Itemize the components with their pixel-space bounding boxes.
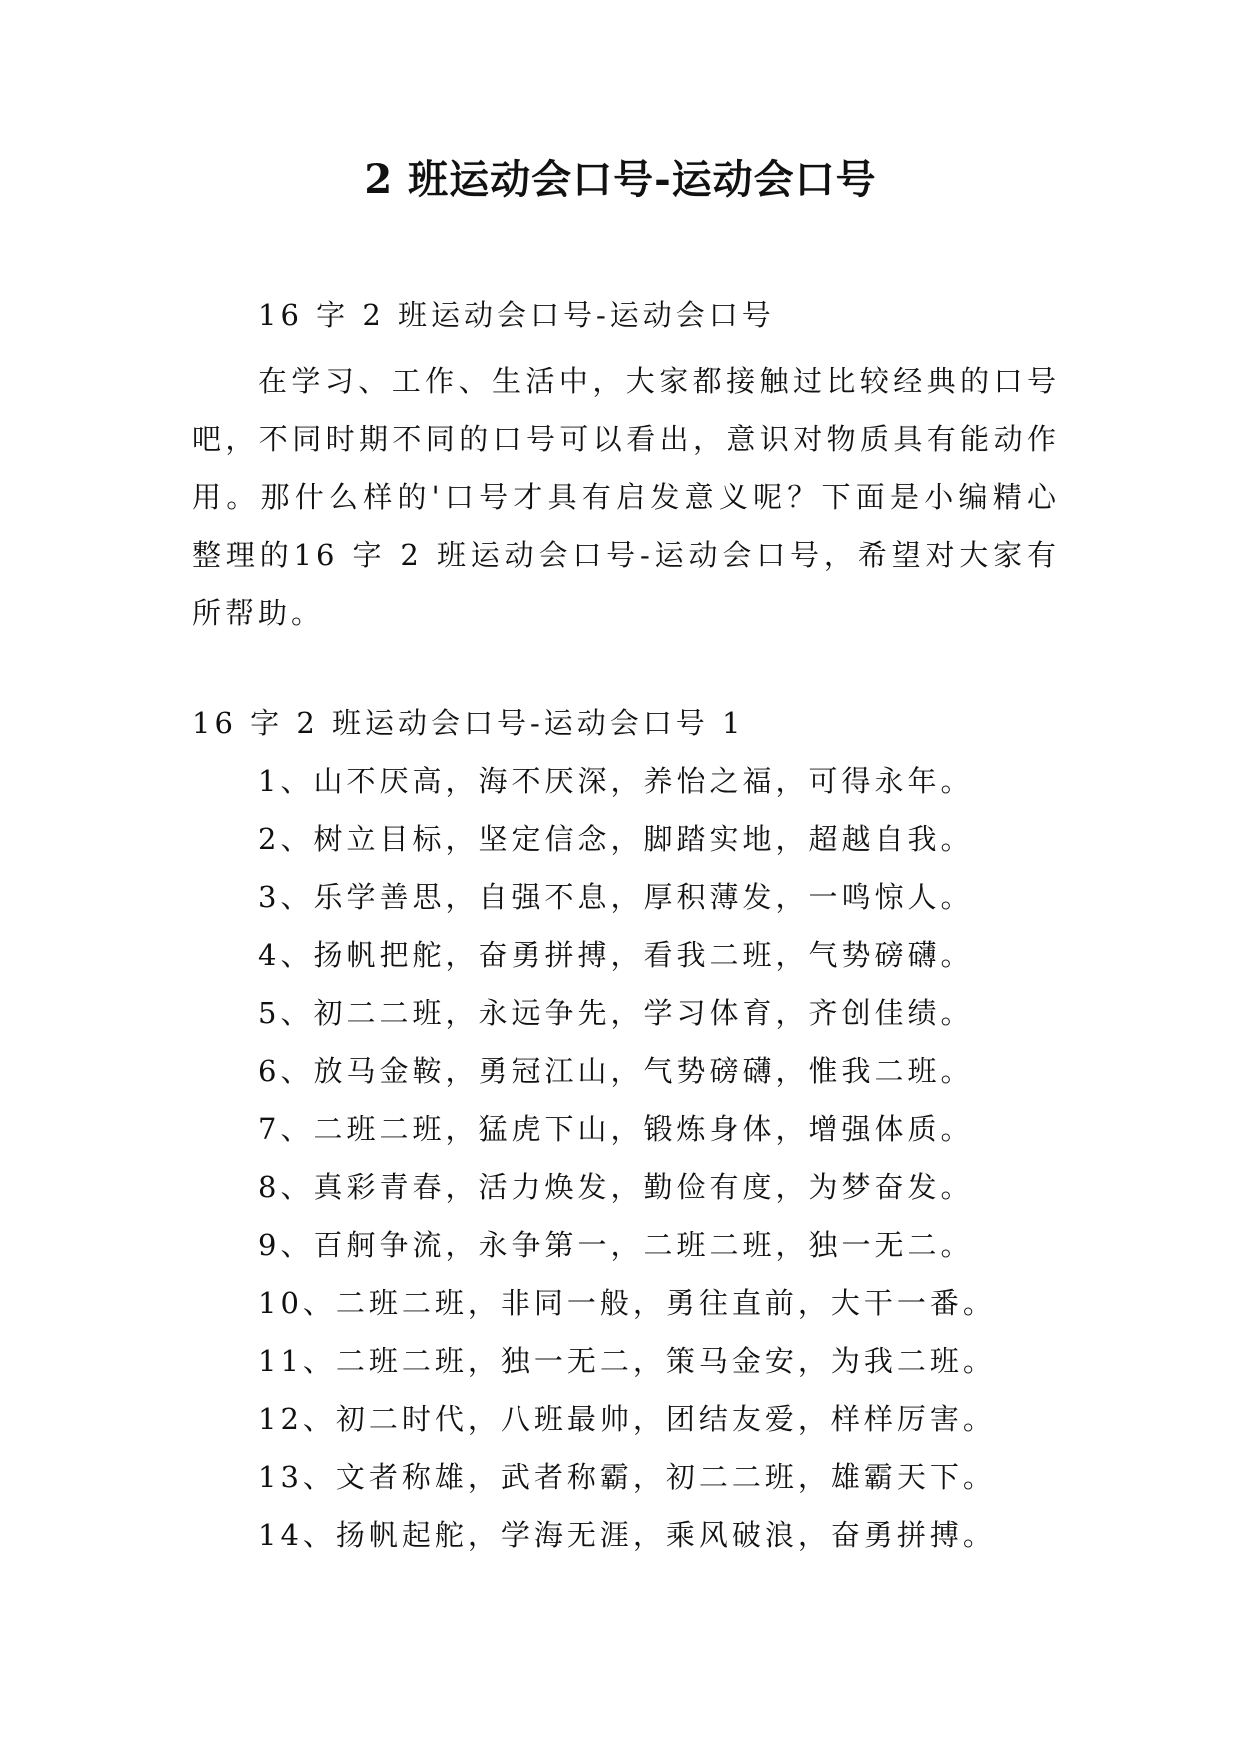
- list-item: 9、百舸争流，永争第一，二班二班，独一无二。: [258, 1228, 974, 1262]
- list-item: 12、初二时代，八班最帅，团结友爱，样样厉害。: [258, 1402, 996, 1436]
- list-item: 14、扬帆起舵，学海无涯，乘风破浪，奋勇拼搏。: [258, 1518, 996, 1552]
- list-item: 8、真彩青春，活力焕发，勤俭有度，为梦奋发。: [258, 1170, 974, 1204]
- list-item: 1、山不厌高，海不厌深，养怡之福，可得永年。: [258, 764, 974, 798]
- list-item: 2、树立目标，坚定信念，脚踏实地，超越自我。: [258, 822, 974, 856]
- page-title: 2 班运动会口号-运动会口号: [364, 156, 877, 203]
- list-item: 3、乐学善思，自强不息，厚积薄发，一鸣惊人。: [258, 880, 974, 914]
- slogan-list: [192, 752, 1092, 1564]
- list-item: 6、放马金鞍，勇冠江山，气势磅礴，惟我二班。: [258, 1054, 974, 1088]
- list-item: 13、文者称雄，武者称霸，初二二班，雄霸天下。: [258, 1460, 996, 1494]
- intro-paragraph: 在学习、工作、生活中，大家都接触过比较经典的口号吧，不同时期不同的口号可以看出，意识对物质具有能动作用。那什么样的'口号才具有启发意义呢？下面是小编精心整理的16 字 2 班运动会口号-运动会口号，希望对大家有所帮助。: [192, 364, 1060, 630]
- list-item: 7、二班二班，猛虎下山，锻炼身体，增强体质。: [258, 1112, 974, 1146]
- list-item: 11、二班二班，独一无二，策马金安，为我二班。: [258, 1344, 996, 1378]
- section-heading: 16 字 2 班运动会口号-运动会口号 1: [192, 706, 745, 740]
- list-item: 5、初二二班，永远争先，学习体育，齐创佳绩。: [258, 996, 974, 1030]
- subtitle: 16 字 2 班运动会口号-运动会口号: [258, 298, 775, 332]
- list-item: 10、二班二班，非同一般，勇往直前，大干一番。: [258, 1286, 996, 1320]
- list-item: 4、扬帆把舵，奋勇拼搏，看我二班，气势磅礴。: [258, 938, 974, 972]
